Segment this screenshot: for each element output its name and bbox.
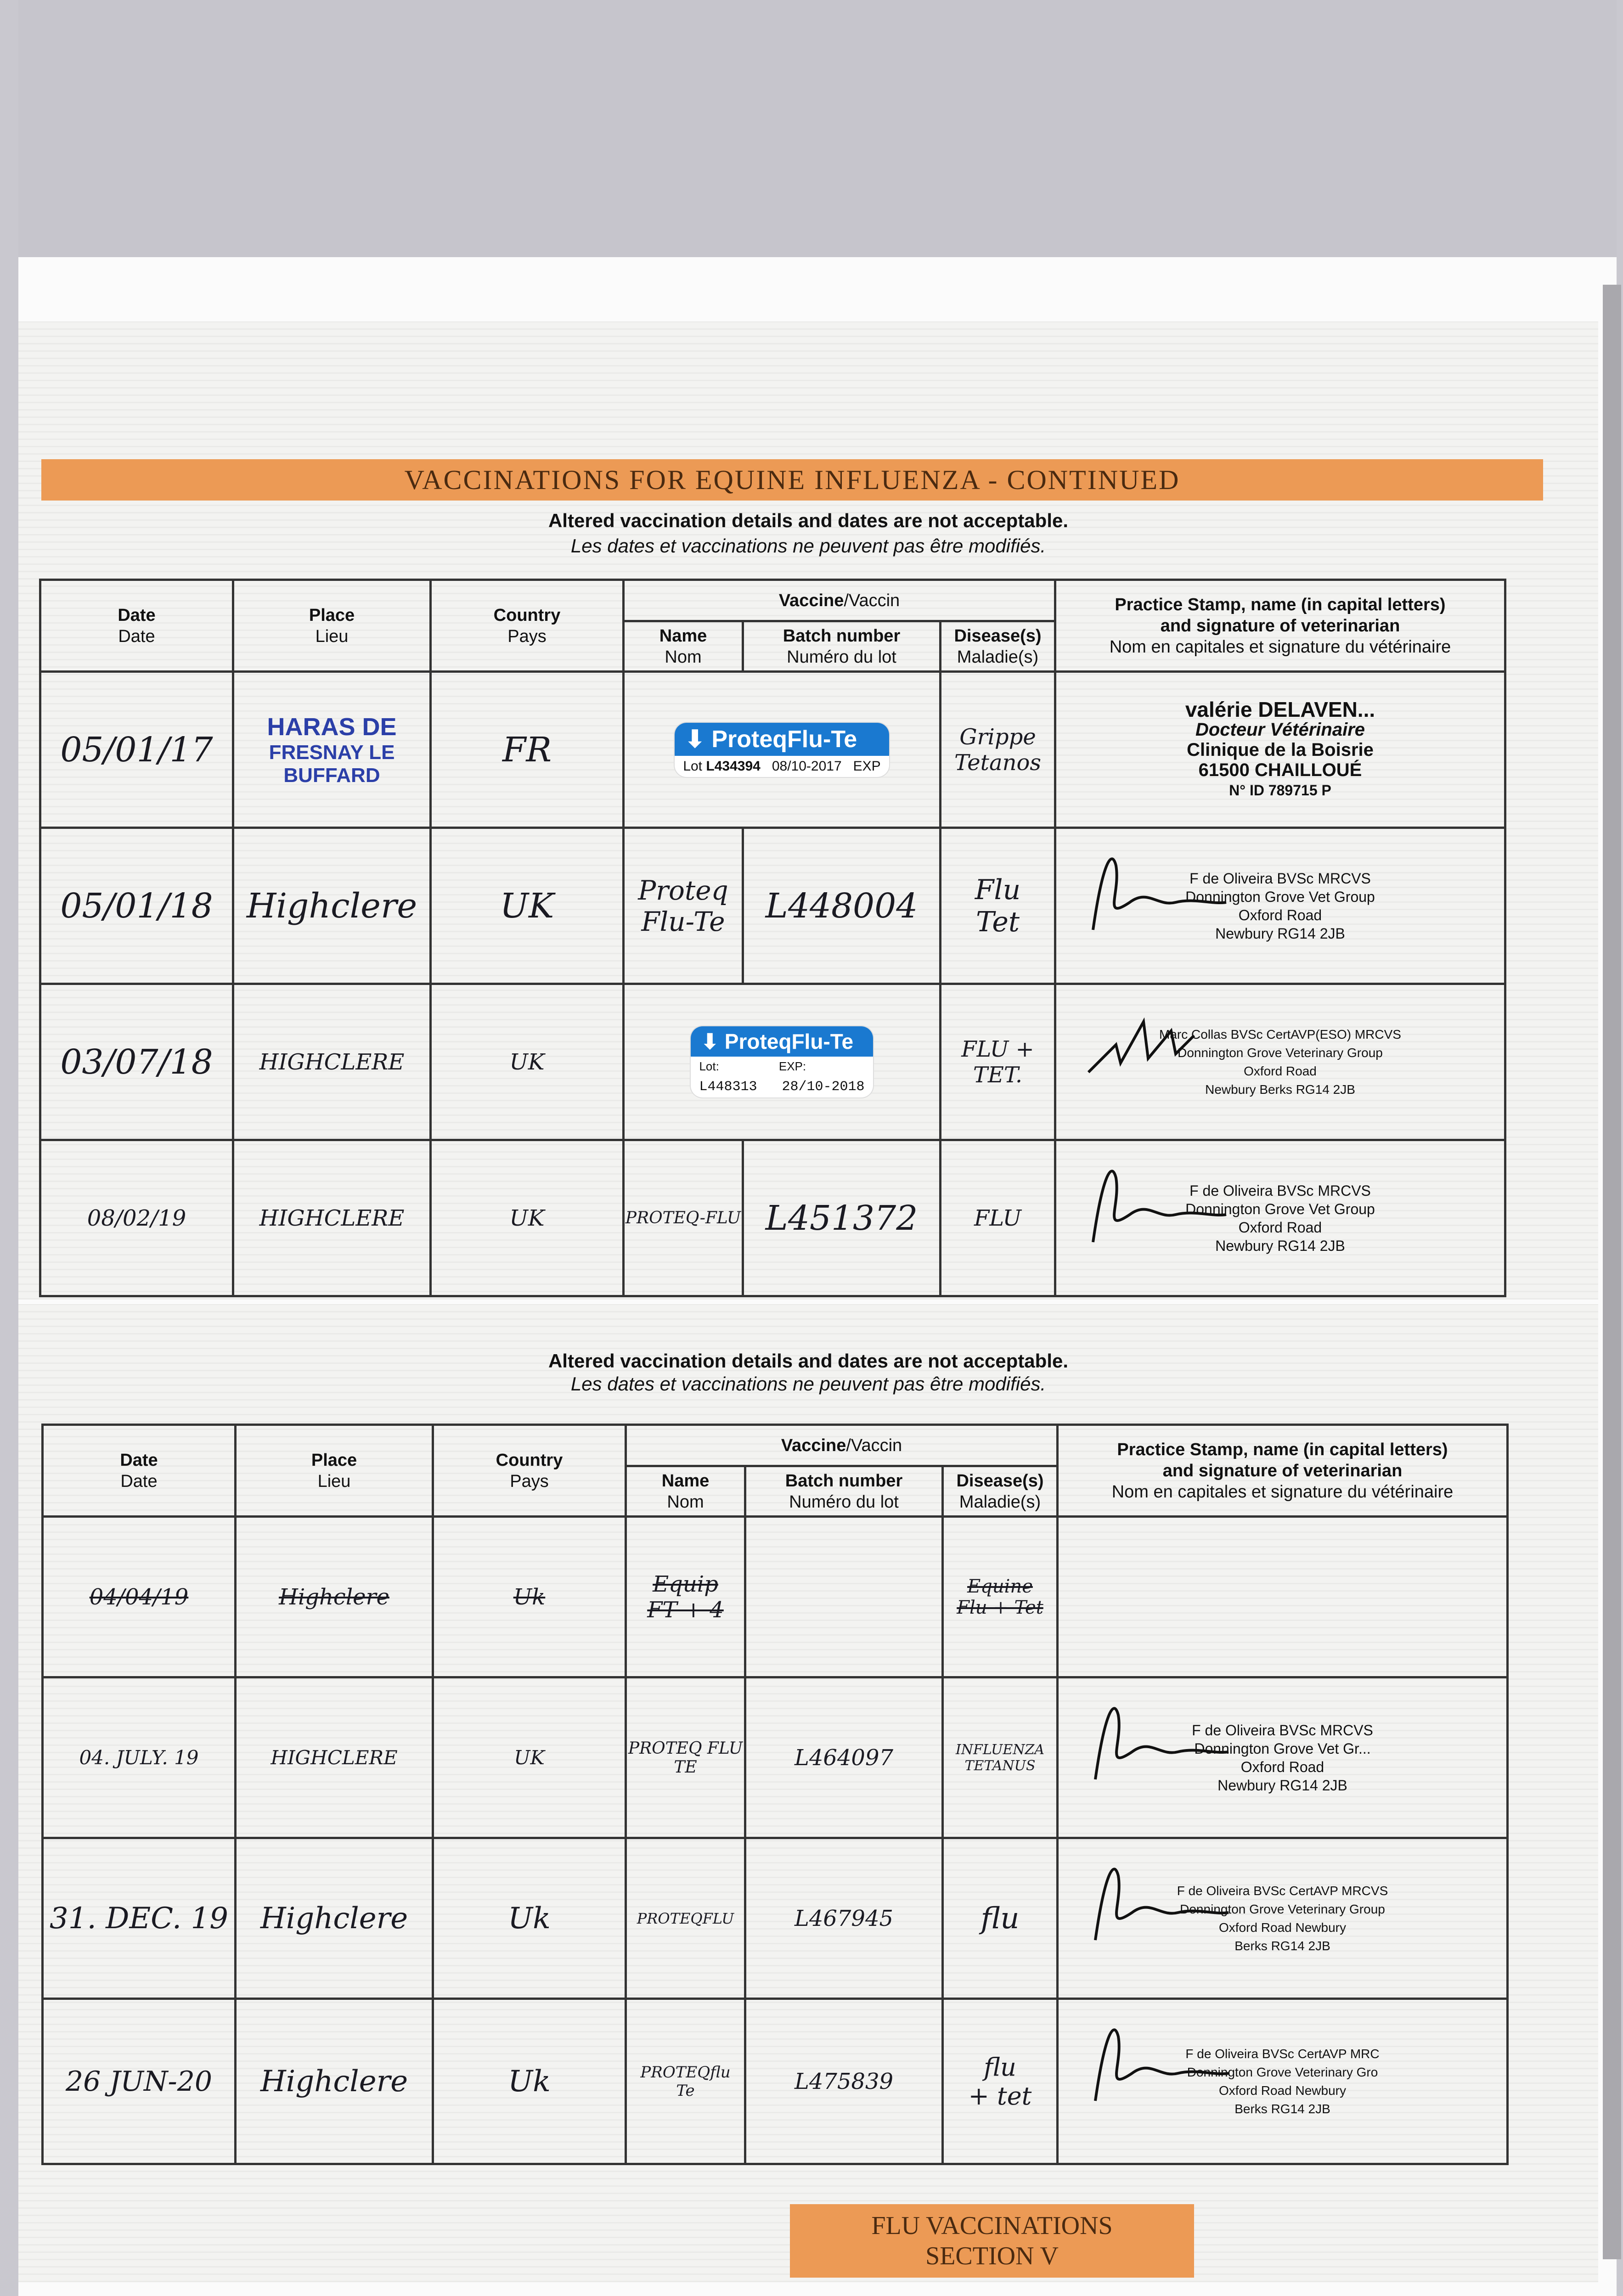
vet-stamp-cell: F de Oliveira BVSc MRCVS Donnington Grove Vet Gr... Oxford Road Newbury RG14 2JB [1058,1677,1508,1838]
table-row [40,1140,1505,1296]
date-cell: 08/02/19 [40,1140,233,1296]
signature [1075,1150,1231,1251]
vet-stamp-cell [1055,672,1505,828]
date-cell: 04/04/19 [43,1517,236,1677]
table-row [43,1838,1508,1999]
date-cell: 03/07/18 [40,984,233,1140]
country-cell: UK [431,984,624,1140]
signature [1075,838,1231,939]
name-cell: PROTEQ FLU TE [626,1677,745,1838]
country-cell: UK [433,1677,626,1838]
header-date: Date Date [40,580,233,672]
header-vaccine: Vaccine/Vaccin [626,1425,1058,1466]
batch-cell: L467945 [745,1838,943,1999]
name-cell: PROTEQ-FLU [624,1140,743,1296]
header-date: Date Date [43,1425,236,1517]
signature [1077,2009,1233,2110]
date-cell: 04. JULY. 19 [43,1677,236,1838]
vet-stamp-cell [1058,1517,1508,1677]
place-cell: Highclere [233,828,431,984]
place-cell: HIGHCLERE [233,1140,431,1296]
vaccine-sticker-cell [624,672,941,828]
header-name: Name Nom [626,1466,745,1517]
disease-cell: flu + tet [943,1999,1058,2164]
disease-cell: INFLUENZA TETANUS [943,1677,1058,1838]
country-cell: UK [431,828,624,984]
vet-stamp-cell: F de Oliveira BVSc MRCVS Donnington Grove Vet Group Oxford Road Newbury RG14 2JB [1055,828,1505,984]
country-cell: Uk [433,1838,626,1999]
vet-stamp-cell: Marc Collas BVSc CertAVP(ESO) MRCVS Donnington Grove Veterinary Group Oxford Road Newbury Berks RG14 2JB [1055,984,1505,1140]
header-place: Place Lieu [236,1425,433,1517]
disease-cell: Grippe Tetanos [941,672,1055,828]
table-row [43,1517,1508,1677]
warning-french: Les dates et vaccinations ne peuvent pas être modifiés. [570,535,1046,557]
place-cell: Highclere [236,1838,433,1999]
place-cell: HIGHCLERE [236,1677,433,1838]
section-footer: FLU VACCINATIONS SECTION V [790,2204,1194,2278]
batch-cell: L464097 [745,1677,943,1838]
date-cell: 31. DEC. 19 [43,1838,236,1999]
vet-stamp-cell: F de Oliveira BVSc CertAVP MRC Donnington Grove Veterinary Gro Oxford Road Newbury Berks RG14 2JB [1058,1999,1508,2164]
vaccine-batch-sticker: ⬇ ProteqFlu-Te Lot: EXP: L448313 28/10-2018 [691,1026,873,1097]
country-cell: UK [431,1140,624,1296]
table-row [43,1999,1508,2164]
disease-cell: FLU [941,1140,1055,1296]
date-cell: 05/01/18 [40,828,233,984]
country-cell: Uk [433,1999,626,2164]
header-country: Country Pays [433,1425,626,1517]
table-row [40,828,1505,984]
header-vaccine: Vaccine/Vaccin [624,580,1055,621]
place-cell: HIGHCLERE [233,984,431,1140]
header-name: Name Nom [624,621,743,672]
batch-cell [745,1517,943,1677]
section-banner: VACCINATIONS FOR EQUINE INFLUENZA - CONTINUED [41,459,1543,501]
scanner-background [18,0,1617,257]
vet-stamp-cell: F de Oliveira BVSc MRCVS Donnington Grove Vet Group Oxford Road Newbury RG14 2JB [1055,1140,1505,1296]
date-cell: 26 JUN-20 [43,1999,236,2164]
country-cell: FR [431,672,624,828]
table-row [40,984,1505,1140]
place-cell: Highclere [236,1517,433,1677]
name-cell: PROTEQFLU [626,1838,745,1999]
vet-stamp: valérie DELAVEN... Docteur Vétérinaire Clinique de la Boisrie 61500 CHAILLOUÉ N° ID 789715 P [1185,697,1375,799]
vet-stamp-cell: F de Oliveira BVSc CertAVP MRCVS Donnington Grove Veterinary Group Oxford Road Newbury Berks RG14 2JB [1058,1838,1508,1999]
vaccine-batch-sticker: ⬇ ProteqFlu-Te Lot L434394 08/10-2017 EXP [675,723,889,777]
name-cell: Proteq Flu-Te [624,828,743,984]
header-country: Country Pays [431,580,624,672]
table-row [40,672,1505,828]
disease-cell: Equine Flu + Tet [943,1517,1058,1677]
date-cell: 05/01/17 [40,672,233,828]
page-edge [1603,285,1621,2259]
vaccination-table-lower [41,1424,1509,2165]
arrow-down-icon: ⬇ [685,726,712,753]
header-disease: Disease(s) Maladie(s) [943,1466,1058,1517]
header-batch: Batch number Numéro du lot [743,621,941,672]
vaccination-table-upper [39,579,1506,1297]
passport-page-upper [18,321,1598,1300]
disease-cell: flu [943,1838,1058,1999]
signature [1077,1688,1233,1789]
warning-english: Altered vaccination details and dates are not acceptable. [548,1350,1069,1372]
batch-cell: L448004 [743,828,941,984]
signature [1075,994,1231,1095]
warning-french: Les dates et vaccinations ne peuvent pas être modifiés. [570,1373,1046,1395]
place-cell: HARAS DE FRESNAY LE BUFFARD [233,672,431,828]
country-cell: Uk [433,1517,626,1677]
disease-cell: Flu Tet [941,828,1055,984]
table-row [43,1677,1508,1838]
vaccine-sticker-cell [624,984,941,1140]
header-disease: Disease(s) Maladie(s) [941,621,1055,672]
passport-page-lower [18,1304,1598,2282]
header-practice-stamp: Practice Stamp, name (in capital letters) and signature of veterinarian Nom en capitales et signature du vétérinaire [1055,580,1505,672]
place-cell: Highclere [236,1999,433,2164]
header-practice-stamp: Practice Stamp, name (in capital letters) and signature of veterinarian Nom en capitales et signature du vétérinaire [1058,1425,1508,1517]
warning-english: Altered vaccination details and dates are not acceptable. [548,510,1069,531]
disease-cell: FLU + TET. [941,984,1055,1140]
header-batch: Batch number Numéro du lot [745,1466,943,1517]
name-cell: PROTEQflu Te [626,1999,745,2164]
batch-cell: L475839 [745,1999,943,2164]
header-place: Place Lieu [233,580,431,672]
signature [1077,1848,1233,1949]
arrow-down-icon: ⬇ [701,1030,725,1053]
name-cell: Equip FT + 4 [626,1517,745,1677]
batch-cell: L451372 [743,1140,941,1296]
